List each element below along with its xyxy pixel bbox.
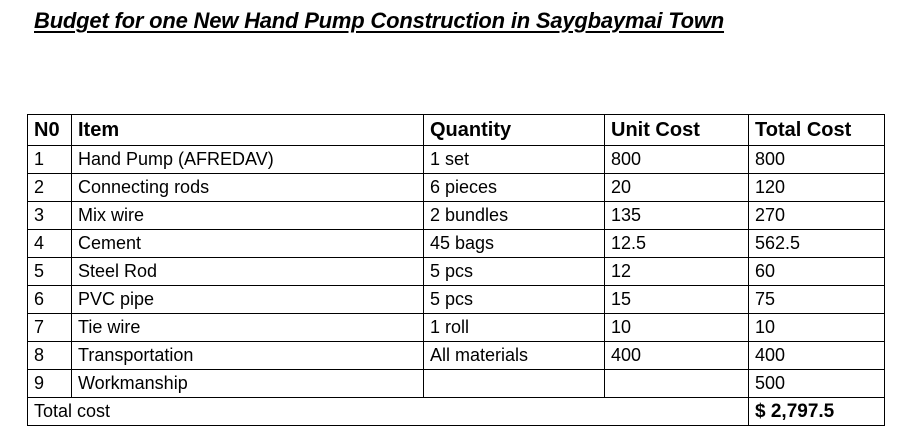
cell-quantity: 45 bags bbox=[424, 230, 605, 258]
document-title: Budget for one New Hand Pump Construction in Saygbaymai Town bbox=[34, 8, 725, 33]
cell-unit-cost: 135 bbox=[605, 202, 749, 230]
cell-quantity: 1 roll bbox=[424, 314, 605, 342]
cell-item: PVC pipe bbox=[72, 286, 424, 314]
table-row bbox=[28, 286, 885, 314]
cell-total-cost: 800 bbox=[749, 146, 885, 174]
header-quantity: Quantity bbox=[424, 115, 605, 146]
cell-unit-cost: 20 bbox=[605, 174, 749, 202]
cell-item: Hand Pump (AFREDAV) bbox=[72, 146, 424, 174]
table-row bbox=[28, 258, 885, 286]
cell-item: Cement bbox=[72, 230, 424, 258]
cell-no: 1 bbox=[28, 146, 72, 174]
cell-item: Mix wire bbox=[72, 202, 424, 230]
table-row bbox=[28, 202, 885, 230]
cell-total-cost: 10 bbox=[749, 314, 885, 342]
budget-table bbox=[27, 114, 885, 426]
cell-no: 2 bbox=[28, 174, 72, 202]
cell-unit-cost: 400 bbox=[605, 342, 749, 370]
header-unit-cost: Unit Cost bbox=[605, 115, 749, 146]
cell-total-cost: 400 bbox=[749, 342, 885, 370]
cell-no: 6 bbox=[28, 286, 72, 314]
cell-unit-cost: 15 bbox=[605, 286, 749, 314]
table-row bbox=[28, 230, 885, 258]
cell-no: 9 bbox=[28, 370, 72, 398]
cell-item: Transportation bbox=[72, 342, 424, 370]
cell-quantity: All materials bbox=[424, 342, 605, 370]
cell-total-cost: 270 bbox=[749, 202, 885, 230]
cell-unit-cost: 10 bbox=[605, 314, 749, 342]
cell-item: Tie wire bbox=[72, 314, 424, 342]
cell-item: Workmanship bbox=[72, 370, 424, 398]
cell-total-cost: 500 bbox=[749, 370, 885, 398]
cell-no: 7 bbox=[28, 314, 72, 342]
cell-unit-cost: 800 bbox=[605, 146, 749, 174]
header-row bbox=[28, 115, 885, 146]
cell-unit-cost bbox=[605, 370, 749, 398]
cell-quantity bbox=[424, 370, 605, 398]
cell-total-cost: 75 bbox=[749, 286, 885, 314]
cell-unit-cost: 12 bbox=[605, 258, 749, 286]
cell-quantity: 1 set bbox=[424, 146, 605, 174]
cell-item: Connecting rods bbox=[72, 174, 424, 202]
cell-no: 4 bbox=[28, 230, 72, 258]
cell-total-cost: 562.5 bbox=[749, 230, 885, 258]
cell-quantity: 6 pieces bbox=[424, 174, 605, 202]
header-item: Item bbox=[72, 115, 424, 146]
cell-total-cost: 120 bbox=[749, 174, 885, 202]
cell-quantity: 5 pcs bbox=[424, 258, 605, 286]
table-row bbox=[28, 314, 885, 342]
cell-no: 5 bbox=[28, 258, 72, 286]
cell-no: 8 bbox=[28, 342, 72, 370]
cell-total-cost: 60 bbox=[749, 258, 885, 286]
grand-total: $ 2,797.5 bbox=[749, 398, 885, 426]
cell-no: 3 bbox=[28, 202, 72, 230]
table-body bbox=[28, 146, 885, 426]
cell-quantity: 2 bundles bbox=[424, 202, 605, 230]
table-header bbox=[28, 115, 885, 146]
total-label: Total cost bbox=[28, 398, 749, 426]
cell-item: Steel Rod bbox=[72, 258, 424, 286]
header-total-cost: Total Cost bbox=[749, 115, 885, 146]
table-row bbox=[28, 370, 885, 398]
table-row bbox=[28, 174, 885, 202]
table-row bbox=[28, 342, 885, 370]
cell-unit-cost: 12.5 bbox=[605, 230, 749, 258]
total-row bbox=[28, 398, 885, 426]
cell-quantity: 5 pcs bbox=[424, 286, 605, 314]
header-no: N0 bbox=[28, 115, 72, 146]
table-row bbox=[28, 146, 885, 174]
